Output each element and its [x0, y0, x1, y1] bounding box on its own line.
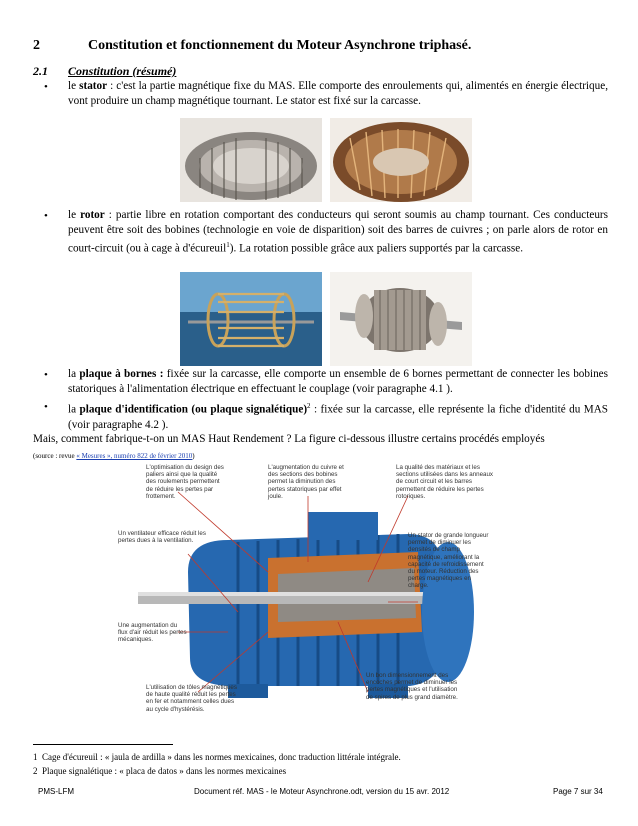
footer-page-number: Page 7 sur 34: [553, 787, 603, 796]
squirrel-cage-photo: [180, 272, 322, 366]
rating-plate-term: plaque signalétique): [210, 403, 308, 416]
callout-copper: L'augmentation du cuivre et des sections des bobines permet la diminution des pertes statoriques par effet joule.: [268, 464, 344, 500]
subsection-number: 2.1: [33, 64, 48, 78]
bullet-marker: •: [44, 401, 48, 413]
stator-laminations-photo: [180, 118, 322, 202]
bullet-marker: •: [44, 369, 48, 381]
rotor-photo: [330, 272, 472, 366]
nameplate-term: plaque d'identification: [79, 403, 188, 416]
terminal-plate-term: plaque à bornes :: [79, 368, 164, 380]
stator-paragraph: le stator : c'est la partie magnétique fixe du MAS. Elle comporte des enroulements qui, alimentés en énergie électrique, vont produire un champ magnétique tournant. Le stator est fixé sur la carcasse.: [68, 80, 608, 107]
footer-left: PMS-LFM: [38, 787, 74, 796]
bullet-marker: •: [44, 210, 48, 222]
rotor-paragraph: le rotor : partie libre en rotation comportant des conducteurs qui seront soumis au champ tournant. Ces conducteurs peuvent être soit des bobines (technologie en voie de disparition) soit des barres de cuivres ; on parle alors de rotor en court-circuit (ou à cage à d'écureuil$^1$). La rotation possible grâce aux paliers supportés par la carcasse.: [68, 209, 608, 255]
section-title: Constitution et fonctionnement du Moteur Asynchrone triphasé.: [88, 38, 472, 53]
stator-term: stator: [79, 80, 108, 92]
stator-windings-photo: [330, 118, 472, 202]
callout-stator-length: Un stator de grande longueur permet de diminuer les densités de champ magnétique, améliorant la capacité de refroidissement du moteur. Réduction des pertes magnétiques en charge.: [408, 532, 489, 590]
callout-airflow: Une augmentation du flux d'air réduit les pertes mécaniques.: [118, 622, 187, 644]
bullet-marker: •: [44, 81, 48, 93]
callout-slots: Un bon dimensionnement des encoches permet de diminuer les pertes magnétiques et l'utilisation de spires de plus grand diamètre.: [366, 672, 458, 701]
nameplate-paragraph: la plaque d'identification (ou plaque signalétique)$^2$ : fixée sur la carcasse, elle représente la fiche d'identité du MAS (voir paragraphe 4.2 ).: [68, 402, 608, 431]
terminal-plate-paragraph: la plaque à bornes : fixée sur la carcasse, elle comporte un ensemble de 6 bornes permettant de connecter les bobines statoriques à l'alimentation électrique en effectuant le couplage (voir paragraphe 4.1 ).: [68, 368, 609, 395]
callout-materials: La qualité des matériaux et les sections utilisées dans les anneaux de court circuit et les barres permettent de réduire les pertes rotoriques.: [396, 464, 493, 500]
footer-center: Document réf. MAS - le Moteur Asynchrone.odt, version du 15 avr. 2012: [194, 787, 450, 796]
question-text: Mais, comment fabrique-t-on un MAS Haut Rendement ? La figure ci-dessous illustre certains procédés employés: [33, 433, 545, 445]
footnote-separator: [33, 744, 173, 745]
section-number: 2: [33, 38, 40, 53]
footnote-ref-2: 2: [307, 402, 311, 410]
callout-bearings: L'optimisation du design des paliers ainsi que la qualité des roulements permettent de réduire les pertes par frottement.: [146, 464, 224, 500]
callout-laminations: L'utilisation de tôles magnétiques de haute qualité réduit les pertes en fer et notamment celles dues au cycle d'hystérésis.: [146, 684, 237, 713]
callout-fan: Un ventilateur efficace réduit les pertes dues à la ventilation.: [118, 530, 206, 545]
footnote-2: 2 Plaque signalétique : « placa de datos » dans les normes mexicaines: [33, 766, 287, 776]
footnote-1: 1 Cage d'écureuil : « jaula de ardilla » dans les normes mexicaines, donc traduction littérale intégrale.: [33, 752, 401, 762]
source-note: (source : revue « Mesures », numéro 822 de février 2010): [33, 452, 195, 460]
source-link[interactable]: « Mesures », numéro 822 de février 2010: [76, 452, 193, 460]
subsection-title: Constitution (résumé): [68, 64, 177, 78]
footnote-ref-1: 1: [226, 241, 230, 249]
rotor-term: rotor: [80, 209, 105, 221]
motor-cutaway-figure: [118, 462, 498, 732]
